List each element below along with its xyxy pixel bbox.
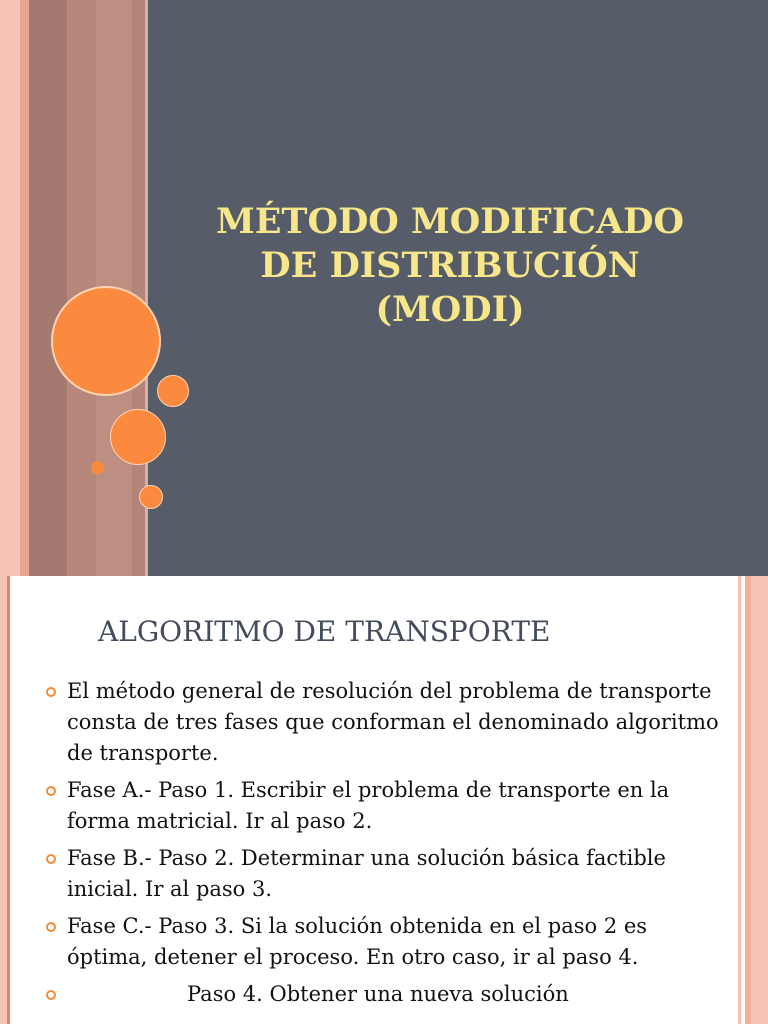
decorative-circle-large bbox=[51, 286, 161, 396]
decorative-stripe bbox=[0, 0, 20, 576]
content-slide bbox=[0, 576, 768, 1024]
slide-title-line: MÉTODO MODIFICADO bbox=[215, 201, 684, 242]
slide-heading: ALGORITMO DE TRANSPORTE bbox=[98, 615, 551, 648]
bullet-item bbox=[44, 775, 734, 837]
bullet-text: Paso 4. Obtener una nueva solución bbox=[187, 982, 569, 1006]
bullet-text: Fase B.- Paso 2. Determinar una solución básica factible inicial. Ir al paso 3. bbox=[67, 846, 666, 901]
bullet-circle-icon bbox=[46, 687, 56, 697]
bullet-circle-icon bbox=[46, 786, 56, 796]
bullet-circle-icon bbox=[46, 922, 56, 932]
bullet-circle-icon bbox=[46, 854, 56, 864]
bullet-circle-icon bbox=[46, 990, 56, 1000]
decorative-stripe bbox=[751, 576, 768, 1024]
bullet-text: Fase C.- Paso 3. Si la solución obtenida en el paso 2 es óptima, detener el proceso. En otro caso, ir al paso 4. bbox=[67, 914, 648, 969]
decorative-stripe bbox=[0, 576, 7, 1024]
decorative-stripe bbox=[7, 576, 10, 1024]
decorative-stripe bbox=[29, 0, 67, 576]
decorative-circle bbox=[139, 485, 163, 509]
bullet-item bbox=[44, 911, 734, 973]
decorative-circle bbox=[110, 409, 166, 465]
slide-title-line: DE DISTRIBUCIÓN bbox=[260, 245, 640, 286]
bullet-item bbox=[44, 979, 734, 1010]
bullet-text: El método general de resolución del problema de transporte consta de tres fases que conforman el denominado algoritmo de transporte. bbox=[67, 679, 719, 765]
bullet-item bbox=[44, 843, 734, 905]
slide-title bbox=[190, 200, 710, 332]
decorative-circle bbox=[157, 375, 189, 407]
bullet-list bbox=[44, 676, 734, 1016]
decorative-circle bbox=[91, 461, 104, 474]
bullet-text: Fase A.- Paso 1. Escribir el problema de transporte en la forma matricial. Ir al paso 2. bbox=[67, 778, 670, 833]
slide-title-line: (MODI) bbox=[375, 289, 525, 330]
decorative-stripe bbox=[20, 0, 29, 576]
bullet-item bbox=[44, 676, 734, 769]
